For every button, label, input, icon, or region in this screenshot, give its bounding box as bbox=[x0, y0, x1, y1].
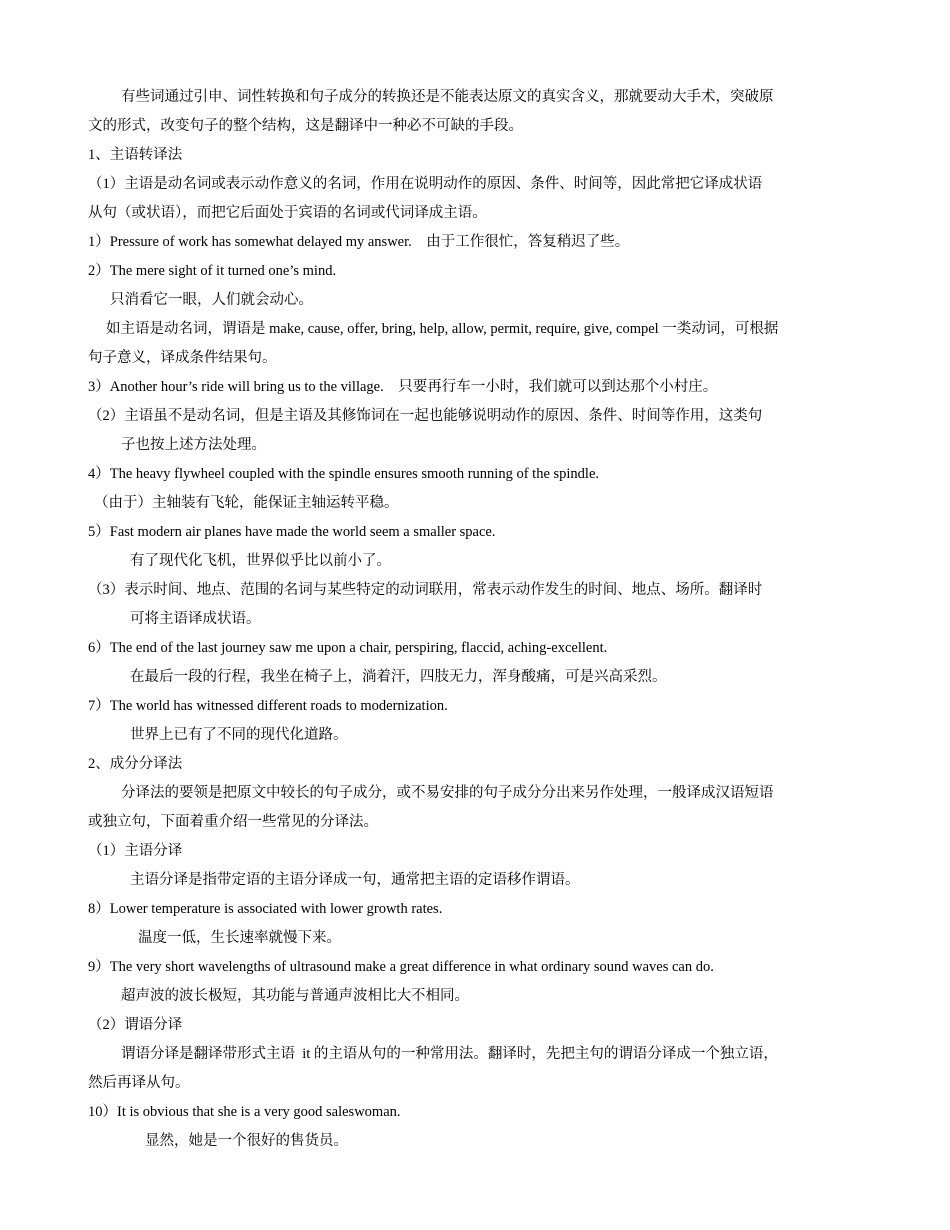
example-10-chinese: 显然，她是一个很好的售货员。 bbox=[145, 1133, 348, 1149]
subsection-2-heading: （2）谓语分译 bbox=[88, 1017, 183, 1033]
section-2-heading: 2、成分分译法 bbox=[88, 756, 183, 772]
example-3: 3）Another hour’s ride will bring us to the village. 只要再行车一小时，我们就可以到达那个小村庄。 bbox=[88, 379, 718, 395]
example-6-chinese: 在最后一段的行程，我坐在椅子上，淌着汗，四肢无力，浑身酸痛，可是兴高采烈。 bbox=[130, 669, 667, 685]
subsection-1-heading: （1）主语分译 bbox=[88, 843, 183, 859]
example-6-english: 6）The end of the last journey saw me upon a chair, perspiring, flaccid, aching-excellent. bbox=[88, 640, 608, 656]
section-1-para-3-line-1: （2）主语虽不是动名词，但是主语及其修饰词在一起也能够说明动作的原因、条件、时间等作用，这类句 bbox=[88, 408, 763, 424]
section-1-heading: 1、主语转译法 bbox=[88, 147, 183, 163]
example-9-english: 9）The very short wavelengths of ultrasound make a great difference in what ordinary sound waves can do. bbox=[88, 959, 714, 975]
section-2-para-1-line-1: 分译法的要领是把原文中较长的句子成分，或不易安排的句子成分分出来另作处理，一般译成汉语短语 bbox=[121, 785, 774, 801]
section-1-para-4-line-2: 可将主语译成状语。 bbox=[130, 611, 261, 627]
subsection-2-para-line-2: 然后再译从句。 bbox=[88, 1075, 190, 1091]
intro-line-2: 文的形式，改变句子的整个结构，这是翻译中一种必不可缺的手段。 bbox=[88, 118, 523, 134]
section-1-para-4-line-1: （3）表示时间、地点、范围的名词与某些特定的动词联用，常表示动作发生的时间、地点、场所。翻译时 bbox=[88, 582, 763, 598]
section-1-para-1-line-2: 从句（或状语），而把它后面处于宾语的名词或代词译成主语。 bbox=[88, 205, 487, 221]
section-1-para-2-line-2: 句子意义，译成条件结果句。 bbox=[88, 350, 277, 366]
example-1: 1）Pressure of work has somewhat delayed my answer. 由于工作很忙，答复稍迟了些。 bbox=[88, 234, 630, 250]
example-7-chinese: 世界上已有了不同的现代化道路。 bbox=[130, 727, 348, 743]
example-4-english: 4）The heavy flywheel coupled with the spindle ensures smooth running of the spindle. bbox=[88, 466, 600, 482]
subsection-2-para-line-1: 谓语分译是翻译带形式主语 it 的主语从句的一种常用法。翻译时，先把主句的谓语分译成一个独立语， bbox=[121, 1046, 778, 1062]
example-8-chinese: 温度一低，生长速率就慢下来。 bbox=[138, 930, 341, 946]
example-7-english: 7）The world has witnessed different roads to modernization. bbox=[88, 698, 448, 714]
section-2-para-1-line-2: 或独立句，下面着重介绍一些常见的分译法。 bbox=[88, 814, 378, 830]
section-1-para-1-line-1: （1）主语是动名词或表示动作意义的名词，作用在说明动作的原因、条件、时间等，因此常把它译成状语 bbox=[88, 176, 763, 192]
example-5-chinese: 有了现代化飞机，世界似乎比以前小了。 bbox=[130, 553, 391, 569]
example-5-english: 5）Fast modern air planes have made the world seem a smaller space. bbox=[88, 524, 496, 540]
example-2-english: 2）The mere sight of it turned one’s mind. bbox=[88, 263, 337, 279]
example-9-chinese: 超声波的波长极短，其功能与普通声波相比大不相同。 bbox=[121, 988, 469, 1004]
section-1-para-3-line-2: 子也按上述方法处理。 bbox=[121, 437, 266, 453]
example-10-english: 10）It is obvious that she is a very good saleswoman. bbox=[88, 1104, 401, 1120]
document-body bbox=[88, 83, 863, 1156]
subsection-1-description: 主语分译是指带定语的主语分译成一句，通常把主语的定语移作谓语。 bbox=[130, 872, 580, 888]
section-1-para-2-line-1: 如主语是动名词，谓语是 make, cause, offer, bring, help, allow, permit, require, give, compel 一类动词，可根据 bbox=[106, 321, 779, 337]
example-4-chinese: （由于）主轴装有飞轮，能保证主轴运转平稳。 bbox=[94, 495, 399, 511]
example-2-chinese: 只消看它一眼，人们就会动心。 bbox=[110, 292, 313, 308]
example-8-english: 8）Lower temperature is associated with lower growth rates. bbox=[88, 901, 443, 917]
intro-line-1: 有些词通过引申、词性转换和句子成分的转换还是不能表达原文的真实含义，那就要动大手术，突破原 bbox=[121, 89, 774, 105]
